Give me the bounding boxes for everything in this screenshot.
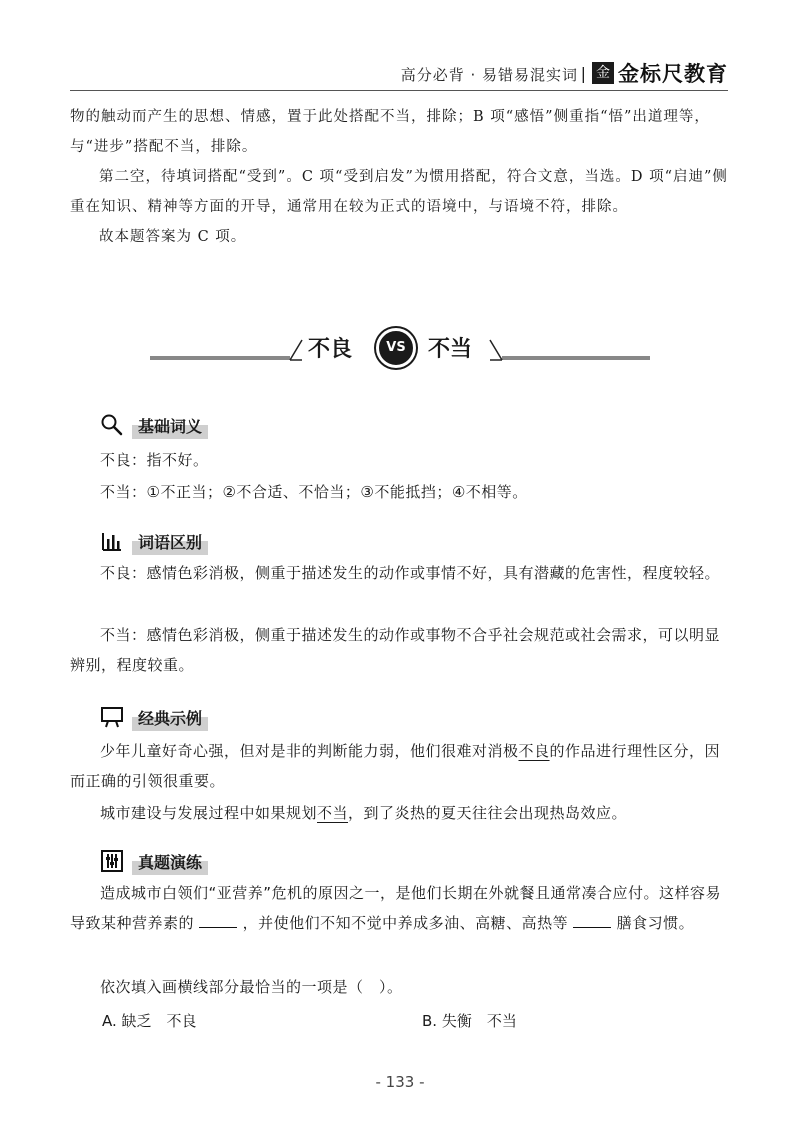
header-divider xyxy=(70,90,728,91)
example-1-keyword: 不良 xyxy=(518,742,550,760)
option-a: A. 缺乏 不良 xyxy=(102,1012,197,1030)
section-title-examples: 经典示例 xyxy=(132,704,208,731)
page-number: - 133 - xyxy=(375,1073,425,1091)
vs-right-word: 不当 xyxy=(428,337,473,362)
example-1 xyxy=(70,736,730,796)
option-b: B. 失衡 不当 xyxy=(422,1012,517,1030)
magnifier-icon xyxy=(100,413,124,437)
header-title: 高分必背 · 易错易混实词 xyxy=(400,66,578,84)
example-2-text-end: ，到了炎热的夏天往往会出现热岛效应。 xyxy=(348,804,628,822)
logo-icon: 金 xyxy=(592,62,614,84)
intro-paragraph-3: 故本题答案为 C 项。 xyxy=(99,229,247,245)
intro-paragraph-1: 物的触动而产生的思想、情感，置于此处搭配不当，排除；B 项“感悟”侧重指“悟”出道理等，与“进步”搭配不当，排除。 xyxy=(70,109,710,155)
section-diff xyxy=(100,526,208,556)
section-title-practice: 真题演练 xyxy=(132,848,208,875)
difference-budang: 不当：感情色彩消极，侧重于描述发生的动作或事物不合乎社会规范或社会需求，可以明显辨别，程度较重。 xyxy=(70,626,721,674)
equalizer-icon xyxy=(100,849,124,873)
brand-logo xyxy=(581,58,728,88)
vs-banner xyxy=(150,318,650,374)
practice-prompt: 依次填入画横线部分最恰当的一项是（ ）。 xyxy=(100,978,403,996)
question-part-3: 膳食习惯。 xyxy=(616,914,695,932)
section-practice xyxy=(100,846,208,876)
question-part-2: ，并使他们不知不觉中养成多油、高糖、高热等 xyxy=(242,914,569,932)
section-title-diff: 词语区别 xyxy=(132,528,208,555)
intro-paragraph-2: 第二空，待填词搭配“受到”。C 项“受到启发”为惯用搭配，符合文意，当选。D 项“启迪”侧重在知识、精神等方面的开导，通常用在较为正式的语境中，与语境不符，排除。 xyxy=(70,169,728,215)
answer-blank-1 xyxy=(199,911,237,928)
example-2-keyword: 不当 xyxy=(317,804,349,822)
board-icon xyxy=(100,705,124,729)
definition-buliang: 不良：指不好。 xyxy=(100,451,209,469)
definition-budang: 不当：①不正当；②不合适、不恰当；③不能抵挡；④不相等。 xyxy=(100,483,528,501)
logo-text: 金标尺教育 xyxy=(618,62,728,86)
vs-left-word: 不良 xyxy=(308,337,353,362)
section-title-basic: 基础词义 xyxy=(132,412,208,439)
answer-blank-2 xyxy=(573,911,611,928)
page-header xyxy=(70,58,728,86)
example-2-text: 城市建设与发展过程中如果规划 xyxy=(100,804,318,822)
question-part-1: 造成城市白领们“亚营养”危机的原因之一，是他们长期在外就餐且通常凑合应付。这样容易导致某种营养素的 xyxy=(70,884,722,932)
example-2 xyxy=(70,798,730,828)
section-basic xyxy=(100,410,208,440)
example-1-text: 少年儿童好奇心强，但对是非的判断能力弱，他们很难对消极 xyxy=(100,742,519,760)
bar-chart-icon xyxy=(100,529,124,553)
section-examples xyxy=(100,702,208,732)
vs-badge: VS xyxy=(376,328,416,368)
header-separator: | xyxy=(580,63,586,83)
practice-question xyxy=(70,878,730,938)
difference-buliang: 不良：感情色彩消极，侧重于描述发生的动作或事情不好，具有潜藏的危害性，程度较轻。 xyxy=(100,564,721,582)
example-1-text-end: 的作品进行理性区分，因而正确的引领很重要。 xyxy=(70,742,721,790)
